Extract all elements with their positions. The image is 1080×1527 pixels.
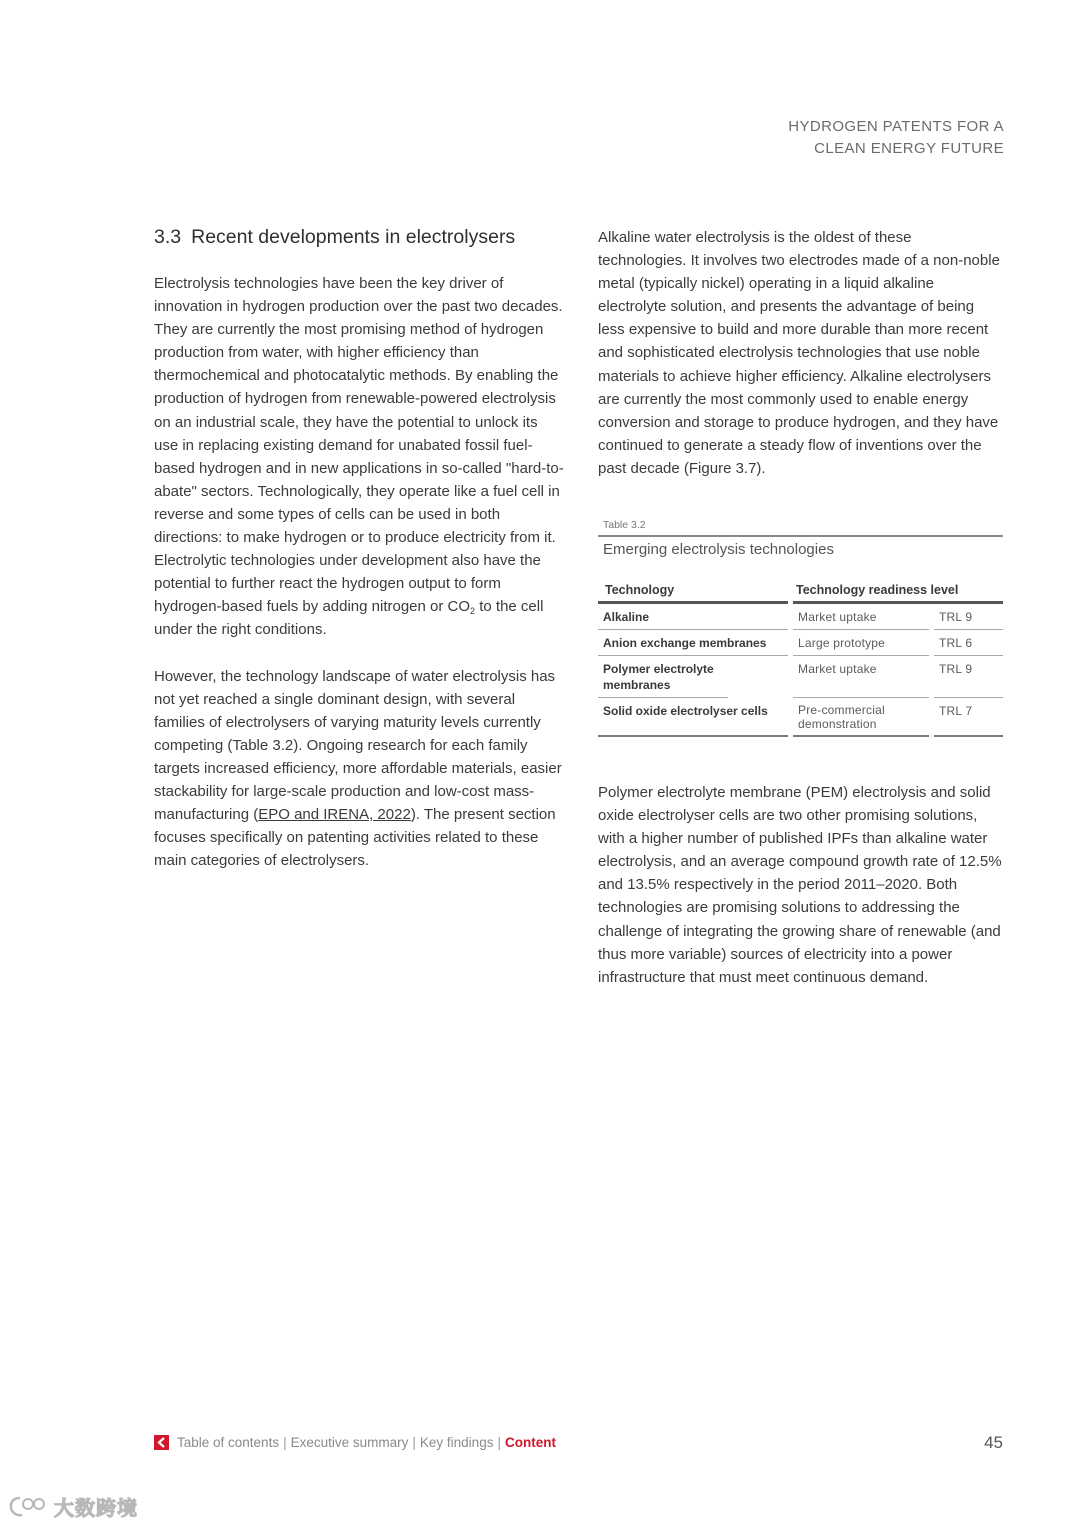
back-arrow-icon[interactable]: [154, 1435, 169, 1450]
table-label: Table 3.2: [603, 519, 646, 531]
running-header: [788, 116, 1004, 160]
left-paragraph-2: [154, 665, 564, 873]
footer-link-content[interactable]: Content: [504, 1435, 556, 1450]
right-paragraph-1: Alkaline water electrolysis is the oldest of these technologies. It involves two electrodes made of a non-noble metal (typically nickel) operating in a liquid alkaline electrolyte solution, and presents the advantage of being less expensive to build and more durable than more recent and sophisticated electrolysis technologies that use noble materials to achieve higher efficiency. Alkaline electrolysers are currently the most commonly used to enable energy conversion and storage to produce hydrogen, and they have continued to generate a steady flow of inventions over the past decade (Figure 3.7).: [598, 229, 1000, 477]
header-line-2: CLEAN ENERGY FUTURE: [814, 140, 1004, 157]
column-header-trl: Technology readiness level: [793, 583, 1003, 604]
watermark: [8, 1492, 138, 1521]
table-cell-level: Large prototype: [793, 630, 929, 656]
page-number: 45: [984, 1433, 1003, 1452]
table-cell-technology: Anion exchange membranes: [598, 630, 788, 656]
table-cell-trl: TRL 7: [934, 698, 1003, 737]
left-p2-end: ). The present section focuses specifically on patenting activities related to these main categories of electrolysers.: [154, 806, 556, 870]
table-cell-technology: Solid oxide electrolyser cells: [598, 698, 788, 737]
watermark-logo-icon: [8, 1495, 50, 1519]
column-header-technology: Technology: [598, 583, 788, 604]
section-title-text: Recent developments in electrolysers: [191, 226, 516, 248]
reference-link[interactable]: EPO and IRENA, 2022: [258, 806, 411, 824]
table-cell-technology: Polymer electrolyte membranes: [598, 656, 728, 698]
right-column: [598, 226, 1003, 503]
watermark-text: 大数跨境: [54, 1498, 138, 1520]
left-column: [154, 222, 564, 895]
header-line-1: HYDROGEN PATENTS FOR A: [788, 118, 1004, 135]
section-number: 3.3: [154, 226, 182, 248]
footer-link-executive-summary[interactable]: Executive summary: [290, 1435, 409, 1450]
left-p1-end: to the cell under the right conditions.: [154, 598, 544, 639]
table-cell-trl: TRL 9: [934, 604, 1003, 630]
table-cell-level: Pre-commercial demonstration: [793, 698, 929, 737]
right-paragraph-2: Polymer electrolyte membrane (PEM) electrolysis and solid oxide electrolyser cells are two other promising solutions, with a higher number of published IPFs than alkaline water electrolysis, and an average compound growth rate of 12.5% and 13.5% respectively in the period 2011–2020. Both technologies are promising solutions to addressing the challenge of integrating the growing share of renewable (and thus more variable) sources of electricity into a power infrastructure that must meet continuous demand.: [598, 784, 1002, 986]
table-caption: Emerging electrolysis technologies: [598, 535, 1003, 561]
table-cell-trl: TRL 6: [934, 630, 1003, 656]
table-cell-level: Market uptake: [793, 604, 929, 630]
footer-link-table-of-contents[interactable]: Table of contents: [177, 1435, 280, 1450]
footer-navigation: [154, 1435, 556, 1450]
footer-separator: |: [283, 1435, 287, 1450]
footer-separator: |: [497, 1435, 501, 1450]
section-title: [154, 222, 564, 252]
left-p1-text: Electrolysis technologies have been the key driver of innovation in hydrogen production over the past two decades. They are currently the most promising method of hydrogen production from water, with higher efficiency than thermochemical and photocatalytic methods. By enabling the production of hydrogen from renewable-powered electrolysis on an industrial scale, they have the potential to unlock its use in replacing existing demand for unabated fossil fuel-based hydrogen and in new applications in so-called "hard-to-abate" sectors. Technologically, they operate like a fuel cell in reverse and some types of cells can be used in both directions: to make hydrogen or to produce electricity from it. Electrolytic technologies under development also have the potential to further react the hydrogen output to form hydrogen-based fuels by adding nitrogen or CO: [154, 275, 564, 616]
table-cell-level: Market uptake: [793, 656, 929, 698]
technology-table: [598, 519, 1003, 737]
footer-separator: |: [412, 1435, 416, 1450]
left-p2-text: However, the technology landscape of water electrolysis has not yet reached a single dominant design, with several families of electrolysers of varying maturity levels currently competing (Table 3.2). Ongoing research for each family targets increased efficiency, more affordable materials, easier stackability for large-scale production and low-cost mass-manufacturing (: [154, 667, 562, 824]
co2-subscript: 2: [470, 606, 476, 617]
left-paragraph-1: [154, 272, 564, 642]
footer-link-key-findings[interactable]: Key findings: [419, 1435, 494, 1450]
table-cell-trl: TRL 9: [934, 656, 1003, 698]
table-cell-technology: Alkaline: [598, 604, 788, 630]
table-grid: [598, 583, 1003, 737]
